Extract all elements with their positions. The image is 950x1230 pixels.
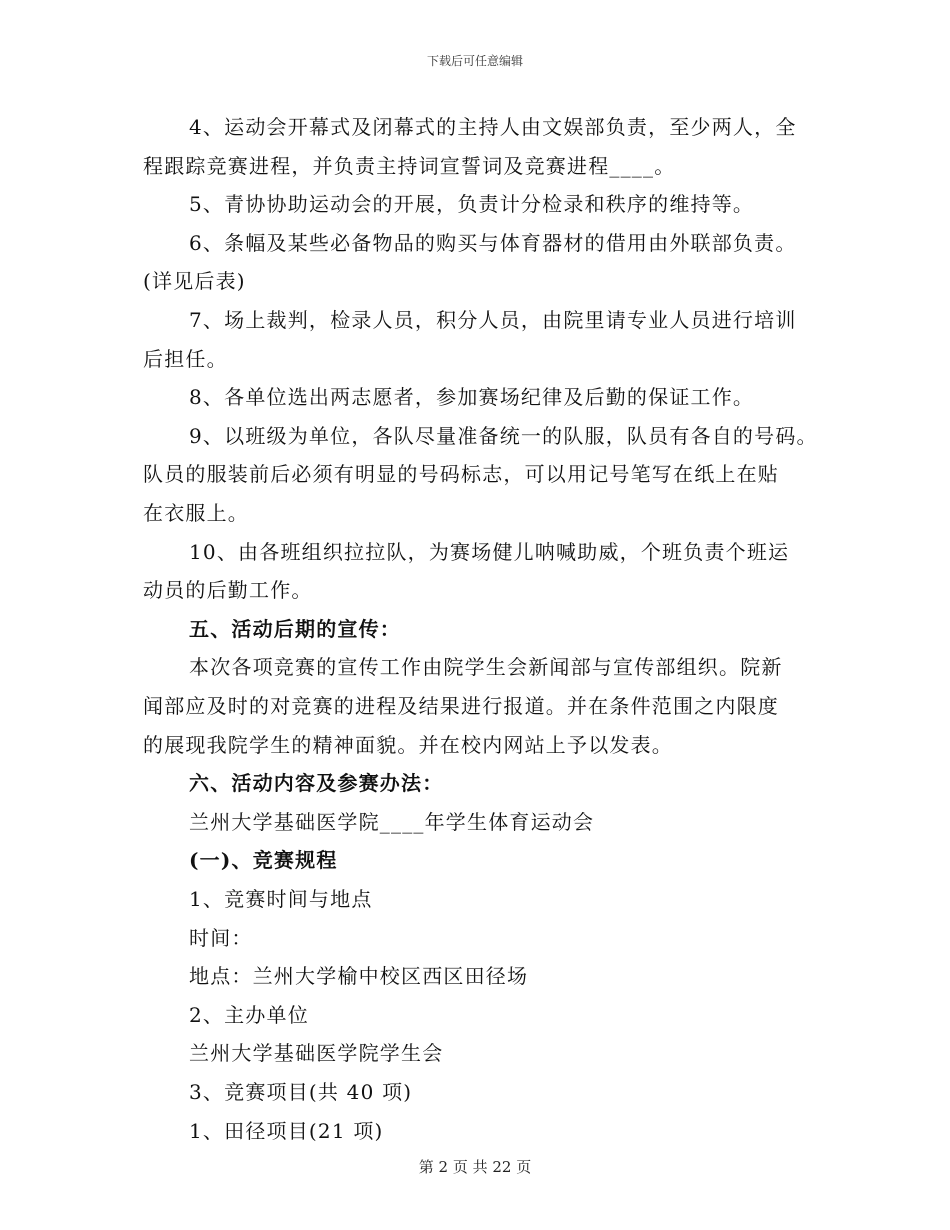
text-line: 3、竞赛项目(共 40 项)	[189, 1080, 413, 1104]
page-header: 下载后可任意编辑	[426, 54, 523, 68]
text-line: 2、主办单位	[189, 1002, 309, 1027]
text-line: 8、各单位选出两志愿者，参加赛场纪律及后勤的保证工作。	[189, 385, 755, 410]
text-line: 程跟踪竞赛进程，并负责主持词宣誓词及竞赛进程____。	[143, 153, 676, 178]
text-line: 7、场上裁判，检录人员，积分人员，由院里请专业人员进行培训	[189, 308, 797, 332]
text-line: 后担任。	[143, 346, 228, 371]
text-line: 9、以班级为单位，各队尽量准备统一的队服，队员有各自的号码。	[189, 423, 818, 448]
text-line: 兰州大学基础医学院学生会	[189, 1041, 444, 1066]
text-line: 10、由各班组织拉拉队，为赛场健儿呐喊助威，个班负责个班运	[189, 539, 790, 564]
text-line: 动员的后勤工作。	[143, 578, 313, 603]
text-line: 1、竞赛时间与地点	[189, 887, 373, 911]
text-line: 兰州大学基础医学院____年学生体育运动会	[189, 809, 595, 834]
section-heading: 五、活动后期的宣传：	[189, 616, 401, 641]
text-line: 5、青协协助运动会的开展，负责计分检录和秩序的维持等。	[189, 192, 755, 217]
text-line: 队员的服装前后必须有明显的号码标志，可以用记号笔写在纸上在贴	[143, 462, 779, 487]
page-footer: 第 2 页 共 22 页	[418, 1158, 532, 1176]
text-line: 6、条幅及某些必备物品的购买与体育器材的借用由外联部负责。	[189, 230, 797, 255]
text-line: 的展现我院学生的精神面貌。并在校内网站上予以发表。	[143, 732, 673, 757]
text-line: 在衣服上。	[143, 501, 249, 525]
text-line: 1、田径项目(21 项)	[189, 1118, 384, 1143]
section-heading: (一)、竞赛规程	[189, 848, 338, 873]
text-line: 时间：	[189, 925, 253, 950]
text-line: 4、运动会开幕式及闭幕式的主持人由文娱部负责，至少两人，全	[189, 115, 797, 139]
text-line: 本次各项竞赛的宣传工作由院学生会新闻部与宣传部组织。院新	[189, 655, 783, 680]
text-line: 地点：兰州大学榆中校区西区田径场	[189, 964, 529, 989]
section-heading: 六、活动内容及参赛办法：	[189, 771, 444, 796]
text-line: 闻部应及时的对竞赛的进程及结果进行报道。并在条件范围之内限度	[143, 694, 779, 718]
text-line: (详见后表)	[143, 269, 246, 294]
